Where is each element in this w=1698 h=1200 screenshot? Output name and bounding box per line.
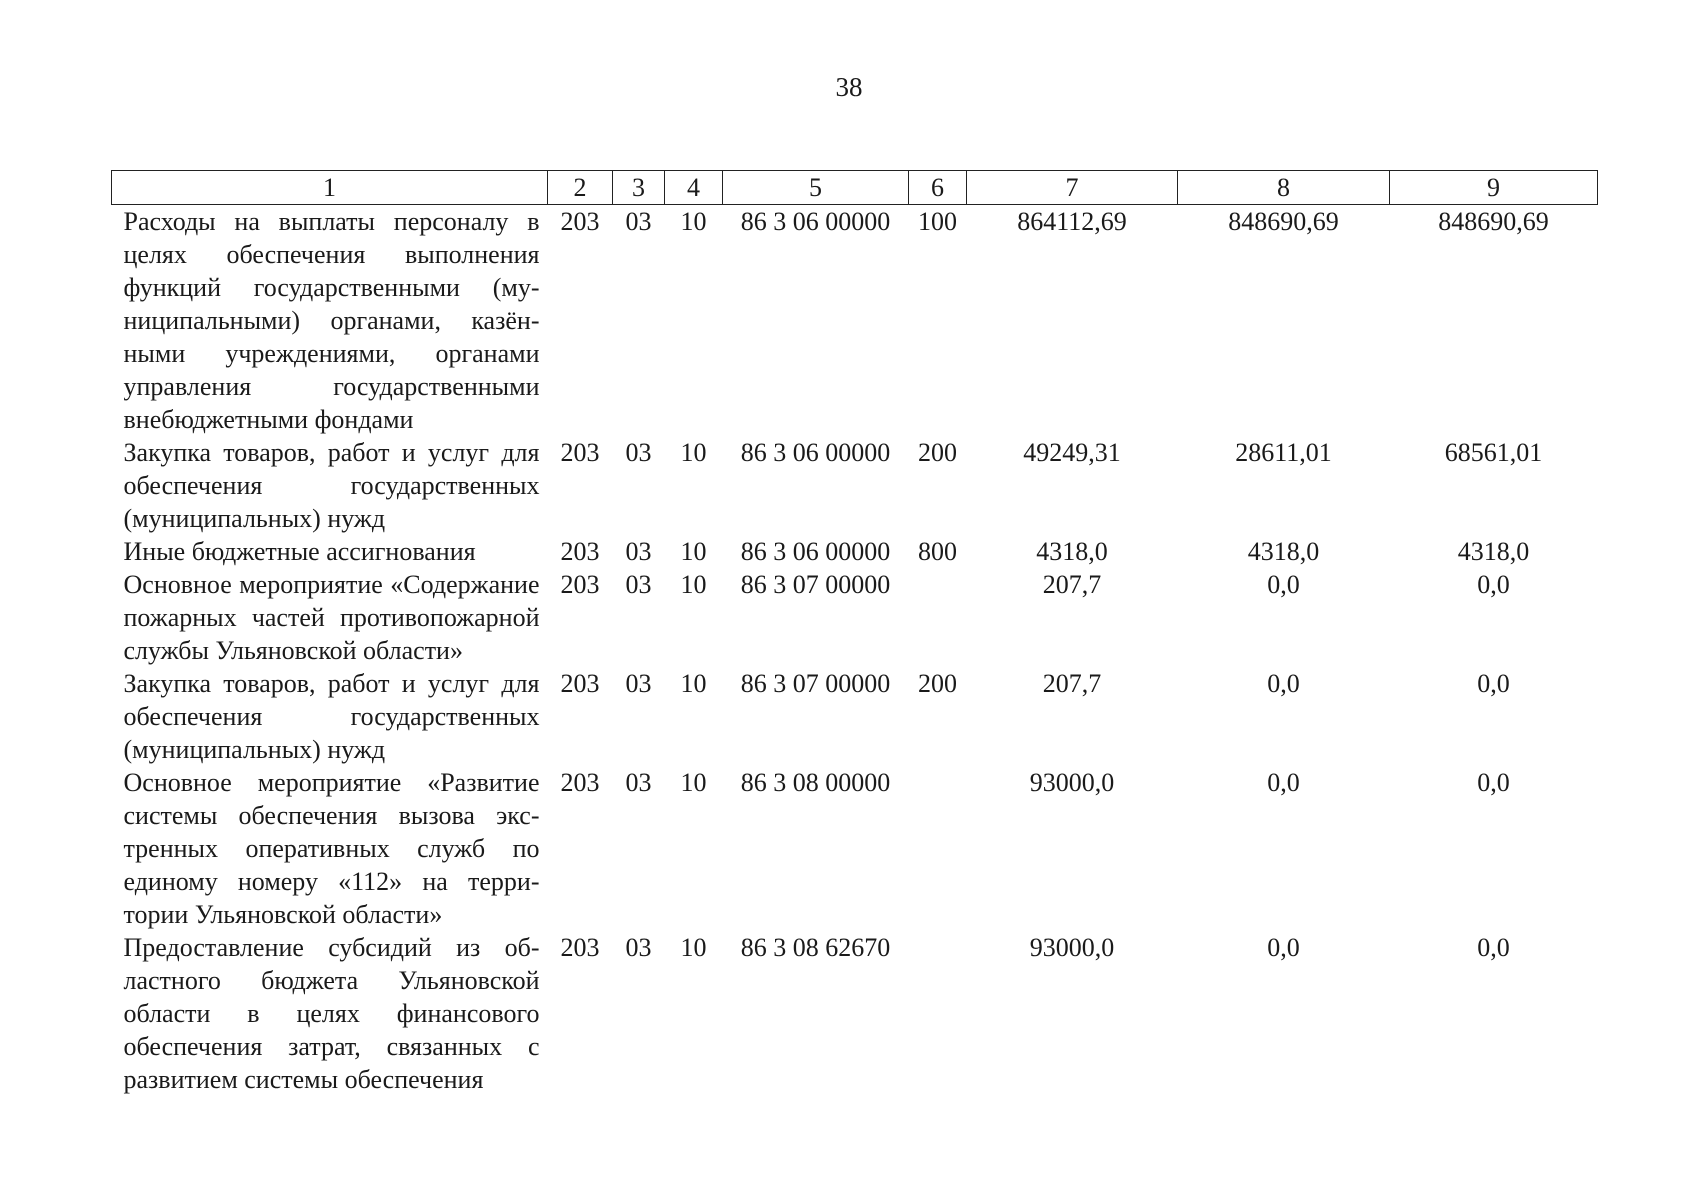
column-header-2: 2 xyxy=(548,171,613,205)
table-row xyxy=(112,667,1598,766)
cell-code-vr xyxy=(909,931,967,1096)
cell-code-csr: 86 3 08 62670 xyxy=(740,933,891,962)
cell-code-pr: 10 xyxy=(680,933,707,962)
cell-code-csr: 86 3 07 00000 xyxy=(740,669,891,698)
column-header-9: 9 xyxy=(1390,171,1598,205)
row-name: Расходы на выплаты персоналу в целях обеспечения выполнения функций государственными (муниципальными) органами, казёнными учреждениями, органами управления государственными внебюджетными фондами xyxy=(123,207,540,434)
cell-code-rz: 03 xyxy=(625,537,652,566)
cell-amount-8: 848690,69 xyxy=(1228,207,1339,236)
row-name: Предоставление субсидий из областного бюджета Ульяновской области в целях финансового обеспечения затрат, связанных с развитием системы обеспечения xyxy=(123,933,540,1094)
cell-code-csr: 86 3 06 00000 xyxy=(740,207,891,236)
budget-table xyxy=(111,170,1598,1096)
cell-amount-7: 4318,0 xyxy=(1036,537,1108,566)
row-name: Основное мероприятие «Содержание пожарных частей противопожарной службы Ульяновской области» xyxy=(123,570,540,665)
cell-code-rz: 03 xyxy=(625,207,652,236)
table-row xyxy=(112,766,1598,931)
cell-code-gr: 203 xyxy=(560,768,600,797)
cell-code-gr: 203 xyxy=(560,207,600,236)
cell-amount-9: 68561,01 xyxy=(1444,438,1543,467)
table-row xyxy=(112,436,1598,535)
row-name: Иные бюджетные ассигнования xyxy=(123,537,476,566)
cell-code-rz: 03 xyxy=(625,570,652,599)
cell-amount-8: 0,0 xyxy=(1267,768,1300,797)
cell-code-pr: 10 xyxy=(680,438,707,467)
cell-code-gr: 203 xyxy=(560,537,600,566)
table-header-row xyxy=(112,171,1598,205)
cell-code-gr: 203 xyxy=(560,933,600,962)
table-row xyxy=(112,931,1598,1096)
cell-code-gr: 203 xyxy=(560,438,600,467)
cell-code-pr: 10 xyxy=(680,207,707,236)
cell-code-pr: 10 xyxy=(680,570,707,599)
cell-amount-9: 0,0 xyxy=(1477,768,1510,797)
cell-code-pr: 10 xyxy=(680,537,707,566)
table-row xyxy=(112,205,1598,437)
table-row xyxy=(112,568,1598,667)
row-name: Закупка товаров, работ и услуг для обеспечения государственных (муниципальных) нужд xyxy=(123,669,540,764)
cell-code-vr: 100 xyxy=(918,207,957,236)
cell-code-rz: 03 xyxy=(625,768,652,797)
cell-amount-9: 0,0 xyxy=(1477,669,1510,698)
cell-code-csr: 86 3 08 00000 xyxy=(740,768,891,797)
cell-amount-7: 93000,0 xyxy=(1029,768,1115,797)
cell-amount-7: 207,7 xyxy=(1042,669,1102,698)
cell-amount-8: 28611,01 xyxy=(1235,438,1332,467)
column-header-8: 8 xyxy=(1178,171,1390,205)
cell-code-vr: 200 xyxy=(918,669,957,698)
column-header-1: 1 xyxy=(112,171,548,205)
cell-code-vr xyxy=(909,568,967,667)
cell-amount-9: 848690,69 xyxy=(1438,207,1549,236)
cell-amount-8: 0,0 xyxy=(1267,933,1300,962)
cell-amount-7: 864112,69 xyxy=(1017,207,1127,236)
cell-amount-9: 4318,0 xyxy=(1457,537,1530,566)
cell-code-pr: 10 xyxy=(680,768,707,797)
row-name: Основное мероприятие «Развитие системы обеспечения вызова экстренных оперативных служб по единому номеру «112» на территории Ульяновской области» xyxy=(123,768,540,929)
cell-amount-8: 4318,0 xyxy=(1247,537,1320,566)
cell-code-csr: 86 3 07 00000 xyxy=(740,570,891,599)
table-row xyxy=(112,535,1598,568)
cell-amount-7: 207,7 xyxy=(1042,570,1102,599)
cell-code-vr xyxy=(909,766,967,931)
cell-amount-7: 49249,31 xyxy=(1023,438,1121,467)
cell-code-gr: 203 xyxy=(560,570,600,599)
cell-code-csr: 86 3 06 00000 xyxy=(740,438,891,467)
column-header-6: 6 xyxy=(909,171,967,205)
cell-code-pr: 10 xyxy=(680,669,707,698)
cell-amount-8: 0,0 xyxy=(1267,570,1300,599)
cell-amount-8: 0,0 xyxy=(1267,669,1300,698)
row-name: Закупка товаров, работ и услуг для обеспечения государственных (муниципальных) нужд xyxy=(123,438,540,533)
cell-code-rz: 03 xyxy=(625,933,652,962)
column-header-3: 3 xyxy=(613,171,665,205)
cell-code-rz: 03 xyxy=(625,669,652,698)
column-header-7: 7 xyxy=(967,171,1178,205)
cell-amount-9: 0,0 xyxy=(1477,570,1510,599)
cell-amount-7: 93000,0 xyxy=(1029,933,1115,962)
cell-code-rz: 03 xyxy=(625,438,652,467)
column-header-5: 5 xyxy=(723,171,909,205)
cell-amount-9: 0,0 xyxy=(1477,933,1510,962)
cell-code-gr: 203 xyxy=(560,669,600,698)
cell-code-vr: 800 xyxy=(918,537,957,566)
column-header-4: 4 xyxy=(665,171,723,205)
cell-code-vr: 200 xyxy=(918,438,957,467)
page-number: 38 xyxy=(835,72,863,102)
cell-code-csr: 86 3 06 00000 xyxy=(740,537,891,566)
